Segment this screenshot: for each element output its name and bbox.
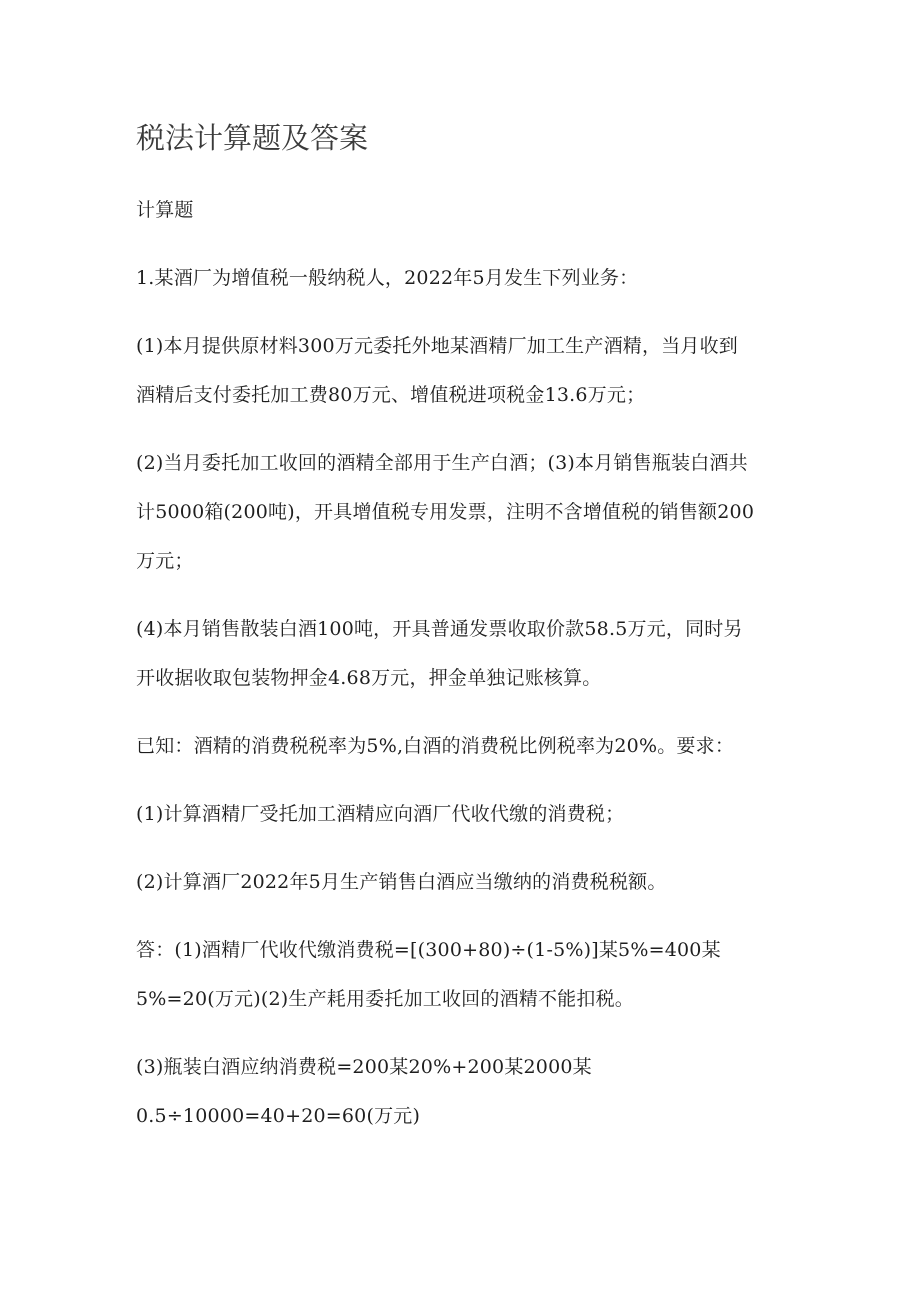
document-title: 税法计算题及答案	[136, 121, 369, 155]
section-heading: 计算题	[136, 199, 194, 221]
item2-line1: (2)当月委托加工收回的酒精全部用于生产白酒；(3)本月销售瓶装白酒共	[136, 452, 748, 474]
question-intro: 1.某酒厂为增值税一般纳税人，2022年5月发生下列业务：	[136, 267, 639, 289]
item1-line1: (1)本月提供原材料300万元委托外地某酒精厂加工生产酒精，当月收到	[136, 335, 738, 357]
item2-line2: 计5000箱(200吨)，开具增值税专用发票，注明不含增值税的销售额200	[136, 501, 755, 523]
answer3-line1: (3)瓶装白酒应纳消费税=200某20%+200某2000某	[136, 1056, 592, 1078]
requirement-1: (1)计算酒精厂受托加工酒精应向酒厂代收代缴的消费税；	[136, 803, 625, 825]
answer-line2: 5%=20(万元)(2)生产耗用委托加工收回的酒精不能扣税。	[136, 988, 634, 1010]
answer3-line2: 0.5÷10000=40+20=60(万元)	[136, 1105, 421, 1127]
requirement-2: (2)计算酒厂2022年5月生产销售白酒应当缴纳的消费税税额。	[136, 871, 667, 893]
item1-line2: 酒精后支付委托加工费80万元、增值税进项税金13.6万元；	[136, 384, 646, 406]
known-conditions: 已知：酒精的消费税税率为5%,白酒的消费税比例税率为20%。要求：	[136, 735, 735, 757]
answer-line1: 答：(1)酒精厂代收代缴消费税=[(300+80)÷(1-5%)]某5%=400某	[136, 939, 721, 961]
item4-line2: 开收据收取包装物押金4.68万元，押金单独记账核算。	[136, 667, 602, 689]
item2-line3: 万元；	[136, 550, 194, 572]
item4-line1: (4)本月销售散装白酒100吨，开具普通发票收取价款58.5万元，同时另	[136, 618, 743, 640]
